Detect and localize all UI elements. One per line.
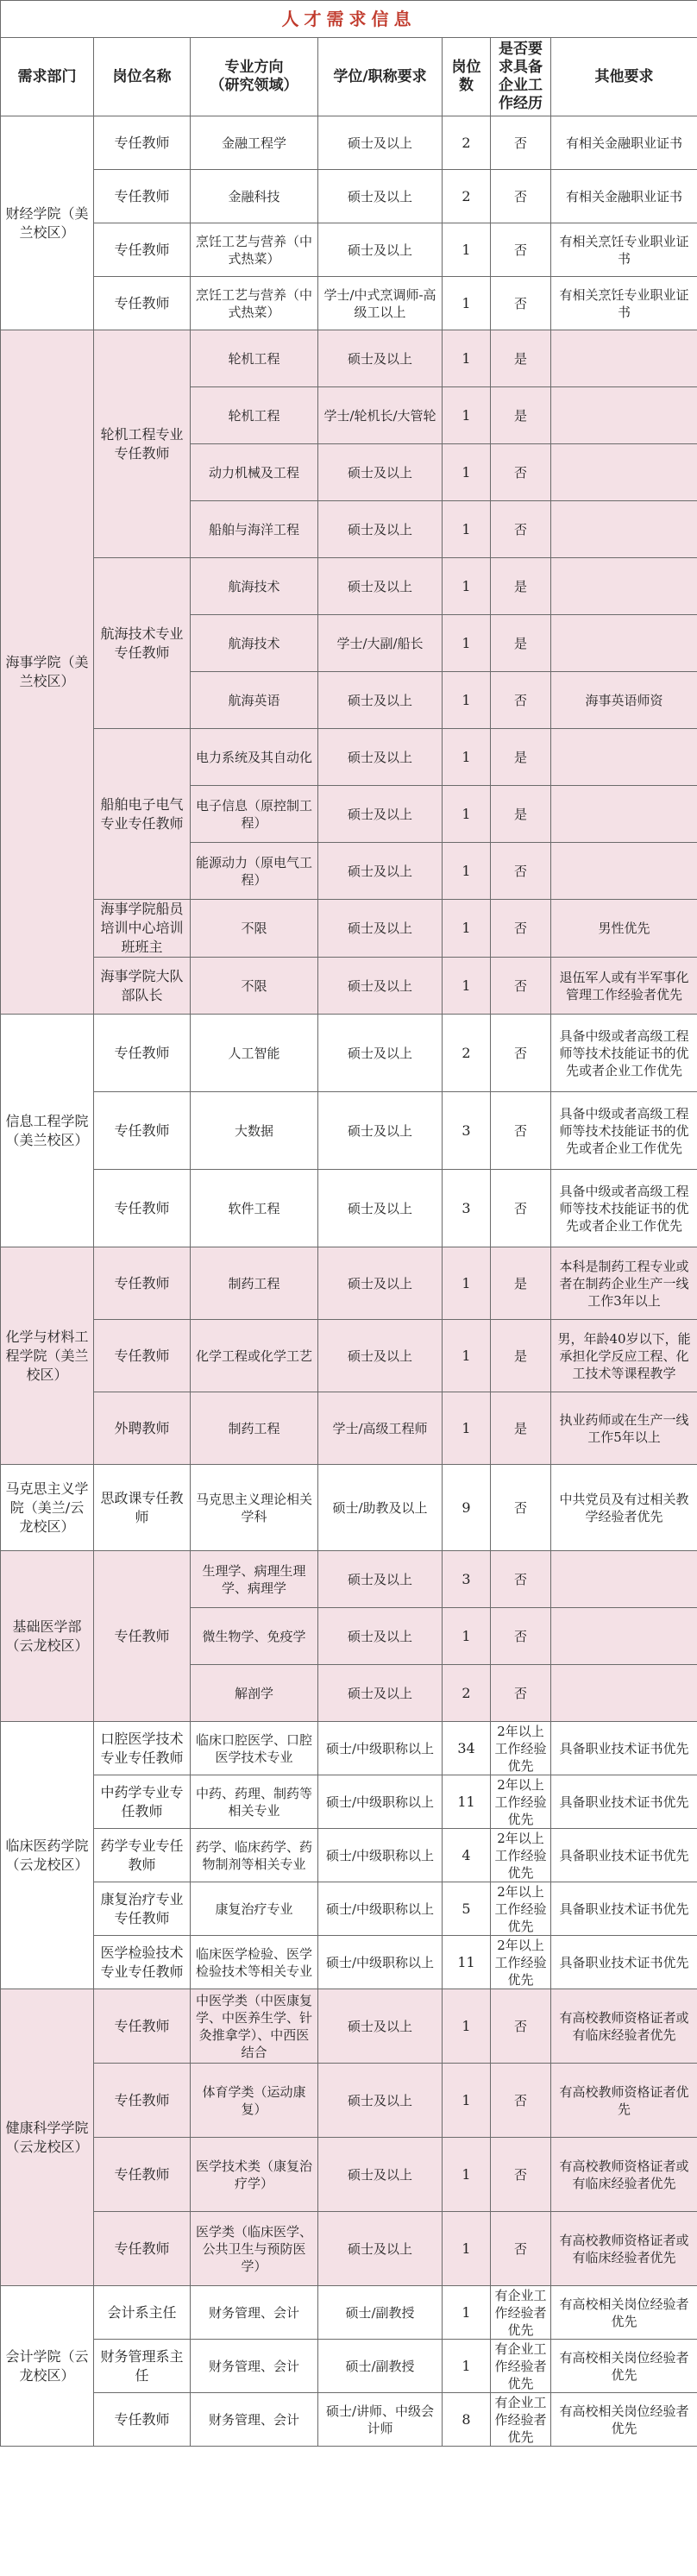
other-requirements-cell: 有高校教师资格证者或有临床经验者优先 bbox=[551, 2138, 697, 2212]
count-cell: 1 bbox=[443, 1989, 491, 2064]
degree-cell: 硕士及以上 bbox=[318, 958, 443, 1015]
count-cell: 1 bbox=[443, 501, 491, 558]
position-cell: 思政课专任教师 bbox=[94, 1465, 191, 1551]
count-cell: 1 bbox=[443, 672, 491, 729]
experience-cell: 否 bbox=[491, 1665, 551, 1722]
table-row bbox=[1, 1465, 697, 1551]
position-cell: 专任教师 bbox=[94, 277, 191, 330]
experience-cell: 否 bbox=[491, 958, 551, 1015]
count-cell: 1 bbox=[443, 786, 491, 843]
other-requirements-cell: 有高校教师资格证者或有临床经验者优先 bbox=[551, 1989, 697, 2064]
other-requirements-cell: 有高校相关岗位经验者优先 bbox=[551, 2286, 697, 2340]
dept-cell: 化学与材料工程学院（美兰校区） bbox=[1, 1247, 94, 1465]
table-row bbox=[1, 223, 697, 277]
degree-cell: 硕士/中级职称以上 bbox=[318, 1775, 443, 1829]
table-row bbox=[1, 330, 697, 387]
count-cell: 9 bbox=[443, 1465, 491, 1551]
major-cell: 临床医学检验、医学检验技术等相关专业 bbox=[191, 1936, 318, 1989]
major-cell: 体育学类（运动康复） bbox=[191, 2064, 318, 2138]
major-cell: 金融工程学 bbox=[191, 116, 318, 170]
degree-cell: 硕士/中级职称以上 bbox=[318, 1882, 443, 1936]
count-cell: 1 bbox=[443, 615, 491, 672]
count-cell: 34 bbox=[443, 1722, 491, 1775]
table-row bbox=[1, 1092, 697, 1170]
dept-cell: 临床医药学院（云龙校区） bbox=[1, 1722, 94, 1989]
major-cell: 中药、药理、制药等相关专业 bbox=[191, 1775, 318, 1829]
other-requirements-cell: 男，年龄40岁以下，能承担化学反应工程、化工技术等课程教学 bbox=[551, 1320, 697, 1392]
count-cell: 1 bbox=[443, 330, 491, 387]
other-requirements-cell: 男性优先 bbox=[551, 900, 697, 958]
count-cell: 1 bbox=[443, 1247, 491, 1320]
major-cell: 医学类（临床医学、公共卫生与预防医学） bbox=[191, 2212, 318, 2286]
table-row bbox=[1, 1829, 697, 1882]
experience-cell: 否 bbox=[491, 2138, 551, 2212]
other-requirements-cell bbox=[551, 1551, 697, 1608]
count-cell: 11 bbox=[443, 1775, 491, 1829]
degree-cell: 学士/大副/船长 bbox=[318, 615, 443, 672]
position-cell: 中药学专业专任教师 bbox=[94, 1775, 191, 1829]
count-cell: 1 bbox=[443, 2138, 491, 2212]
table-row bbox=[1, 1882, 697, 1936]
position-cell: 专任教师 bbox=[94, 1989, 191, 2064]
count-cell: 1 bbox=[443, 1392, 491, 1465]
degree-cell: 硕士/中级职称以上 bbox=[318, 1722, 443, 1775]
major-cell: 制药工程 bbox=[191, 1392, 318, 1465]
experience-cell: 是 bbox=[491, 1247, 551, 1320]
count-cell: 5 bbox=[443, 1882, 491, 1936]
count-cell: 1 bbox=[443, 1320, 491, 1392]
other-requirements-cell: 海事英语师资 bbox=[551, 672, 697, 729]
major-cell: 烹饪工艺与营养（中式热菜） bbox=[191, 223, 318, 277]
dept-cell: 健康科学学院（云龙校区） bbox=[1, 1989, 94, 2286]
degree-cell: 硕士及以上 bbox=[318, 843, 443, 900]
major-cell: 临床口腔医学、口腔医学技术专业 bbox=[191, 1722, 318, 1775]
other-requirements-cell: 有相关金融职业证书 bbox=[551, 116, 697, 170]
other-requirements-cell: 有相关烹饪专业职业证书 bbox=[551, 223, 697, 277]
degree-cell: 硕士及以上 bbox=[318, 1170, 443, 1247]
major-cell: 船舶与海洋工程 bbox=[191, 501, 318, 558]
count-cell: 2 bbox=[443, 1015, 491, 1092]
experience-cell: 否 bbox=[491, 843, 551, 900]
header-dept: 需求部门 bbox=[1, 38, 94, 116]
other-requirements-cell: 执业药师或在生产一线工作5年以上 bbox=[551, 1392, 697, 1465]
position-cell: 专任教师 bbox=[94, 2393, 191, 2447]
count-cell: 1 bbox=[443, 729, 491, 786]
major-cell: 康复治疗专业 bbox=[191, 1882, 318, 1936]
count-cell: 2 bbox=[443, 170, 491, 223]
position-cell: 会计系主任 bbox=[94, 2286, 191, 2340]
header-experience: 是否要求具备企业工作经历 bbox=[491, 38, 551, 116]
experience-cell: 有企业工作经验者优先 bbox=[491, 2340, 551, 2393]
table-row bbox=[1, 2393, 697, 2447]
table-row bbox=[1, 1392, 697, 1465]
major-cell: 马克思主义理论相关学科 bbox=[191, 1465, 318, 1551]
header-position: 岗位名称 bbox=[94, 38, 191, 116]
position-cell: 海事学院船员培训中心培训班班主 bbox=[94, 900, 191, 958]
major-cell: 生理学、病理生理学、病理学 bbox=[191, 1551, 318, 1608]
count-cell: 1 bbox=[443, 900, 491, 958]
count-cell: 4 bbox=[443, 1829, 491, 1882]
degree-cell: 硕士及以上 bbox=[318, 2212, 443, 2286]
degree-cell: 硕士及以上 bbox=[318, 501, 443, 558]
experience-cell: 否 bbox=[491, 1465, 551, 1551]
experience-cell: 2年以上工作经验优先 bbox=[491, 1829, 551, 1882]
other-requirements-cell bbox=[551, 387, 697, 444]
position-cell: 专任教师 bbox=[94, 1247, 191, 1320]
header-major: 专业方向 （研究领域） bbox=[191, 38, 318, 116]
experience-cell: 是 bbox=[491, 558, 551, 615]
major-cell: 航海技术 bbox=[191, 558, 318, 615]
dept-cell: 基础医学部（云龙校区） bbox=[1, 1551, 94, 1722]
major-cell: 中医学类（中医康复学、中医养生学、针灸推拿学）、中西医结合 bbox=[191, 1989, 318, 2064]
major-cell: 不限 bbox=[191, 958, 318, 1015]
experience-cell: 是 bbox=[491, 729, 551, 786]
other-requirements-cell bbox=[551, 330, 697, 387]
other-requirements-cell bbox=[551, 1665, 697, 1722]
position-cell: 口腔医学技术专业专任教师 bbox=[94, 1722, 191, 1775]
experience-cell: 否 bbox=[491, 1170, 551, 1247]
major-cell: 轮机工程 bbox=[191, 330, 318, 387]
experience-cell: 否 bbox=[491, 277, 551, 330]
degree-cell: 硕士及以上 bbox=[318, 2064, 443, 2138]
table-title: 人才需求信息 bbox=[1, 1, 697, 38]
dept-cell: 信息工程学院（美兰校区） bbox=[1, 1015, 94, 1247]
degree-cell: 硕士/副教授 bbox=[318, 2286, 443, 2340]
count-cell: 1 bbox=[443, 223, 491, 277]
degree-cell: 硕士/副教授 bbox=[318, 2340, 443, 2393]
position-cell: 航海技术专业专任教师 bbox=[94, 558, 191, 729]
major-cell: 解剖学 bbox=[191, 1665, 318, 1722]
experience-cell: 是 bbox=[491, 786, 551, 843]
position-cell: 轮机工程专业专任教师 bbox=[94, 330, 191, 558]
experience-cell: 是 bbox=[491, 330, 551, 387]
count-cell: 1 bbox=[443, 2286, 491, 2340]
degree-cell: 硕士/中级职称以上 bbox=[318, 1829, 443, 1882]
experience-cell: 否 bbox=[491, 223, 551, 277]
table-row bbox=[1, 1551, 697, 1608]
experience-cell: 2年以上工作经验优先 bbox=[491, 1936, 551, 1989]
major-cell: 财务管理、会计 bbox=[191, 2340, 318, 2393]
count-cell: 8 bbox=[443, 2393, 491, 2447]
experience-cell: 否 bbox=[491, 501, 551, 558]
count-cell: 1 bbox=[443, 1608, 491, 1665]
position-cell: 康复治疗专业专任教师 bbox=[94, 1882, 191, 1936]
major-cell: 金融科技 bbox=[191, 170, 318, 223]
degree-cell: 硕士及以上 bbox=[318, 1092, 443, 1170]
other-requirements-cell: 有高校相关岗位经验者优先 bbox=[551, 2393, 697, 2447]
other-requirements-cell bbox=[551, 843, 697, 900]
experience-cell: 2年以上工作经验优先 bbox=[491, 1882, 551, 1936]
other-requirements-cell bbox=[551, 615, 697, 672]
experience-cell: 是 bbox=[491, 1392, 551, 1465]
count-cell: 1 bbox=[443, 2340, 491, 2393]
degree-cell: 硕士/中级职称以上 bbox=[318, 1936, 443, 1989]
major-cell: 微生物学、免疫学 bbox=[191, 1608, 318, 1665]
other-requirements-cell: 具备职业技术证书优先 bbox=[551, 1775, 697, 1829]
major-cell: 动力机械及工程 bbox=[191, 444, 318, 501]
header-other: 其他要求 bbox=[551, 38, 697, 116]
degree-cell: 硕士及以上 bbox=[318, 223, 443, 277]
position-cell: 专任教师 bbox=[94, 1320, 191, 1392]
other-requirements-cell bbox=[551, 501, 697, 558]
major-cell: 人工智能 bbox=[191, 1015, 318, 1092]
count-cell: 1 bbox=[443, 277, 491, 330]
position-cell: 专任教师 bbox=[94, 1015, 191, 1092]
count-cell: 1 bbox=[443, 843, 491, 900]
position-cell: 专任教师 bbox=[94, 170, 191, 223]
major-cell: 财务管理、会计 bbox=[191, 2286, 318, 2340]
major-cell: 财务管理、会计 bbox=[191, 2393, 318, 2447]
experience-cell: 否 bbox=[491, 1015, 551, 1092]
other-requirements-cell bbox=[551, 558, 697, 615]
experience-cell: 2年以上工作经验优先 bbox=[491, 1775, 551, 1829]
table-row bbox=[1, 1015, 697, 1092]
experience-cell: 否 bbox=[491, 672, 551, 729]
major-cell: 医学技术类（康复治疗学） bbox=[191, 2138, 318, 2212]
experience-cell: 是 bbox=[491, 1320, 551, 1392]
position-cell: 专任教师 bbox=[94, 2064, 191, 2138]
experience-cell: 否 bbox=[491, 170, 551, 223]
dept-cell: 财经学院（美兰校区） bbox=[1, 116, 94, 330]
table-row bbox=[1, 729, 697, 786]
experience-cell: 有企业工作经验者优先 bbox=[491, 2286, 551, 2340]
degree-cell: 硕士及以上 bbox=[318, 558, 443, 615]
other-requirements-cell: 退伍军人或有半军事化管理工作经验者优先 bbox=[551, 958, 697, 1015]
degree-cell: 硕士及以上 bbox=[318, 1665, 443, 1722]
count-cell: 2 bbox=[443, 116, 491, 170]
count-cell: 3 bbox=[443, 1092, 491, 1170]
table-row bbox=[1, 2064, 697, 2138]
dept-cell: 海事学院（美兰校区） bbox=[1, 330, 94, 1015]
major-cell: 航海技术 bbox=[191, 615, 318, 672]
degree-cell: 硕士及以上 bbox=[318, 1608, 443, 1665]
degree-cell: 硕士及以上 bbox=[318, 900, 443, 958]
other-requirements-cell: 具备职业技术证书优先 bbox=[551, 1882, 697, 1936]
table-row bbox=[1, 2340, 697, 2393]
experience-cell: 有企业工作经验者优先 bbox=[491, 2393, 551, 2447]
degree-cell: 硕士及以上 bbox=[318, 1989, 443, 2064]
degree-cell: 硕士及以上 bbox=[318, 1015, 443, 1092]
position-cell: 专任教师 bbox=[94, 223, 191, 277]
experience-cell: 否 bbox=[491, 116, 551, 170]
major-cell: 化学工程或化学工艺 bbox=[191, 1320, 318, 1392]
experience-cell: 否 bbox=[491, 1608, 551, 1665]
other-requirements-cell: 有相关金融职业证书 bbox=[551, 170, 697, 223]
other-requirements-cell bbox=[551, 1608, 697, 1665]
table-row bbox=[1, 1170, 697, 1247]
table-row bbox=[1, 1989, 697, 2064]
other-requirements-cell: 具备中级或者高级工程师等技术技能证书的优先或者企业工作优先 bbox=[551, 1170, 697, 1247]
position-cell: 专任教师 bbox=[94, 2138, 191, 2212]
degree-cell: 学士/轮机长/大管轮 bbox=[318, 387, 443, 444]
degree-cell: 硕士及以上 bbox=[318, 1320, 443, 1392]
experience-cell: 否 bbox=[491, 1551, 551, 1608]
experience-cell: 否 bbox=[491, 1989, 551, 2064]
major-cell: 电子信息（原控制工程） bbox=[191, 786, 318, 843]
degree-cell: 硕士及以上 bbox=[318, 330, 443, 387]
degree-cell: 硕士及以上 bbox=[318, 444, 443, 501]
count-cell: 1 bbox=[443, 2212, 491, 2286]
experience-cell: 否 bbox=[491, 444, 551, 501]
other-requirements-cell: 具备职业技术证书优先 bbox=[551, 1722, 697, 1775]
degree-cell: 硕士及以上 bbox=[318, 729, 443, 786]
experience-cell: 2年以上工作经验优先 bbox=[491, 1722, 551, 1775]
degree-cell: 硕士及以上 bbox=[318, 786, 443, 843]
count-cell: 11 bbox=[443, 1936, 491, 1989]
count-cell: 3 bbox=[443, 1170, 491, 1247]
major-cell: 软件工程 bbox=[191, 1170, 318, 1247]
major-cell: 制药工程 bbox=[191, 1247, 318, 1320]
table-row bbox=[1, 1936, 697, 1989]
other-requirements-cell: 具备职业技术证书优先 bbox=[551, 1936, 697, 1989]
position-cell: 专任教师 bbox=[94, 2212, 191, 2286]
other-requirements-cell: 有高校教师资格证者或有临床经验者优先 bbox=[551, 2212, 697, 2286]
other-requirements-cell bbox=[551, 729, 697, 786]
degree-cell: 硕士/讲师、中级会计师 bbox=[318, 2393, 443, 2447]
dept-cell: 马克思主义学院（美兰/云龙校区） bbox=[1, 1465, 94, 1551]
table-row bbox=[1, 958, 697, 1015]
count-cell: 1 bbox=[443, 387, 491, 444]
table-row bbox=[1, 2138, 697, 2212]
experience-cell: 否 bbox=[491, 2064, 551, 2138]
table-row bbox=[1, 1247, 697, 1320]
degree-cell: 硕士及以上 bbox=[318, 116, 443, 170]
position-cell: 船舶电子电气专业专任教师 bbox=[94, 729, 191, 900]
table-row bbox=[1, 2286, 697, 2340]
other-requirements-cell: 具备中级或者高级工程师等技术技能证书的优先或者企业工作优先 bbox=[551, 1015, 697, 1092]
other-requirements-cell: 本科是制药工程专业或者在制药企业生产一线工作3年以上 bbox=[551, 1247, 697, 1320]
other-requirements-cell: 具备中级或者高级工程师等技术技能证书的优先或者企业工作优先 bbox=[551, 1092, 697, 1170]
table-row bbox=[1, 116, 697, 170]
header-count: 岗位数 bbox=[443, 38, 491, 116]
table-row bbox=[1, 558, 697, 615]
count-cell: 2 bbox=[443, 1665, 491, 1722]
position-cell: 医学检验技术专业专任教师 bbox=[94, 1936, 191, 1989]
major-cell: 大数据 bbox=[191, 1092, 318, 1170]
table-row bbox=[1, 1320, 697, 1392]
degree-cell: 硕士及以上 bbox=[318, 672, 443, 729]
other-requirements-cell: 有相关烹饪专业职业证书 bbox=[551, 277, 697, 330]
experience-cell: 否 bbox=[491, 1092, 551, 1170]
other-requirements-cell: 中共党员及有过相关教学经验者优先 bbox=[551, 1465, 697, 1551]
other-requirements-cell: 有高校教师资格证者优先 bbox=[551, 2064, 697, 2138]
degree-cell: 学士/中式烹调师-高级工以上 bbox=[318, 277, 443, 330]
degree-cell: 硕士及以上 bbox=[318, 2138, 443, 2212]
major-cell: 能源动力（原电气工程） bbox=[191, 843, 318, 900]
other-requirements-cell: 具备职业技术证书优先 bbox=[551, 1829, 697, 1882]
count-cell: 1 bbox=[443, 2064, 491, 2138]
major-cell: 轮机工程 bbox=[191, 387, 318, 444]
count-cell: 1 bbox=[443, 558, 491, 615]
table-row bbox=[1, 170, 697, 223]
header-row bbox=[1, 38, 697, 116]
major-cell: 航海英语 bbox=[191, 672, 318, 729]
experience-cell: 是 bbox=[491, 615, 551, 672]
count-cell: 3 bbox=[443, 1551, 491, 1608]
position-cell: 专任教师 bbox=[94, 1092, 191, 1170]
position-cell: 专任教师 bbox=[94, 1551, 191, 1722]
experience-cell: 是 bbox=[491, 387, 551, 444]
header-degree: 学位/职称要求 bbox=[318, 38, 443, 116]
degree-cell: 硕士及以上 bbox=[318, 1247, 443, 1320]
major-cell: 不限 bbox=[191, 900, 318, 958]
major-cell: 烹饪工艺与营养（中式热菜） bbox=[191, 277, 318, 330]
position-cell: 专任教师 bbox=[94, 1170, 191, 1247]
position-cell: 海事学院大队部队长 bbox=[94, 958, 191, 1015]
degree-cell: 学士/高级工程师 bbox=[318, 1392, 443, 1465]
count-cell: 1 bbox=[443, 958, 491, 1015]
degree-cell: 硕士及以上 bbox=[318, 1551, 443, 1608]
degree-cell: 硕士及以上 bbox=[318, 170, 443, 223]
table-row bbox=[1, 1775, 697, 1829]
experience-cell: 否 bbox=[491, 900, 551, 958]
dept-cell: 会计学院（云龙校区） bbox=[1, 2286, 94, 2447]
position-cell: 专任教师 bbox=[94, 116, 191, 170]
position-cell: 药学专业专任教师 bbox=[94, 1829, 191, 1882]
major-cell: 药学、临床药学、药物制剂等相关专业 bbox=[191, 1829, 318, 1882]
table-row bbox=[1, 277, 697, 330]
position-cell: 财务管理系主任 bbox=[94, 2340, 191, 2393]
experience-cell: 否 bbox=[491, 2212, 551, 2286]
other-requirements-cell bbox=[551, 444, 697, 501]
table-row bbox=[1, 2212, 697, 2286]
major-cell: 电力系统及其自动化 bbox=[191, 729, 318, 786]
position-cell: 外聘教师 bbox=[94, 1392, 191, 1465]
other-requirements-cell: 有高校相关岗位经验者优先 bbox=[551, 2340, 697, 2393]
table-row bbox=[1, 1722, 697, 1775]
table-row bbox=[1, 900, 697, 958]
degree-cell: 硕士/助教及以上 bbox=[318, 1465, 443, 1551]
other-requirements-cell bbox=[551, 786, 697, 843]
count-cell: 1 bbox=[443, 444, 491, 501]
